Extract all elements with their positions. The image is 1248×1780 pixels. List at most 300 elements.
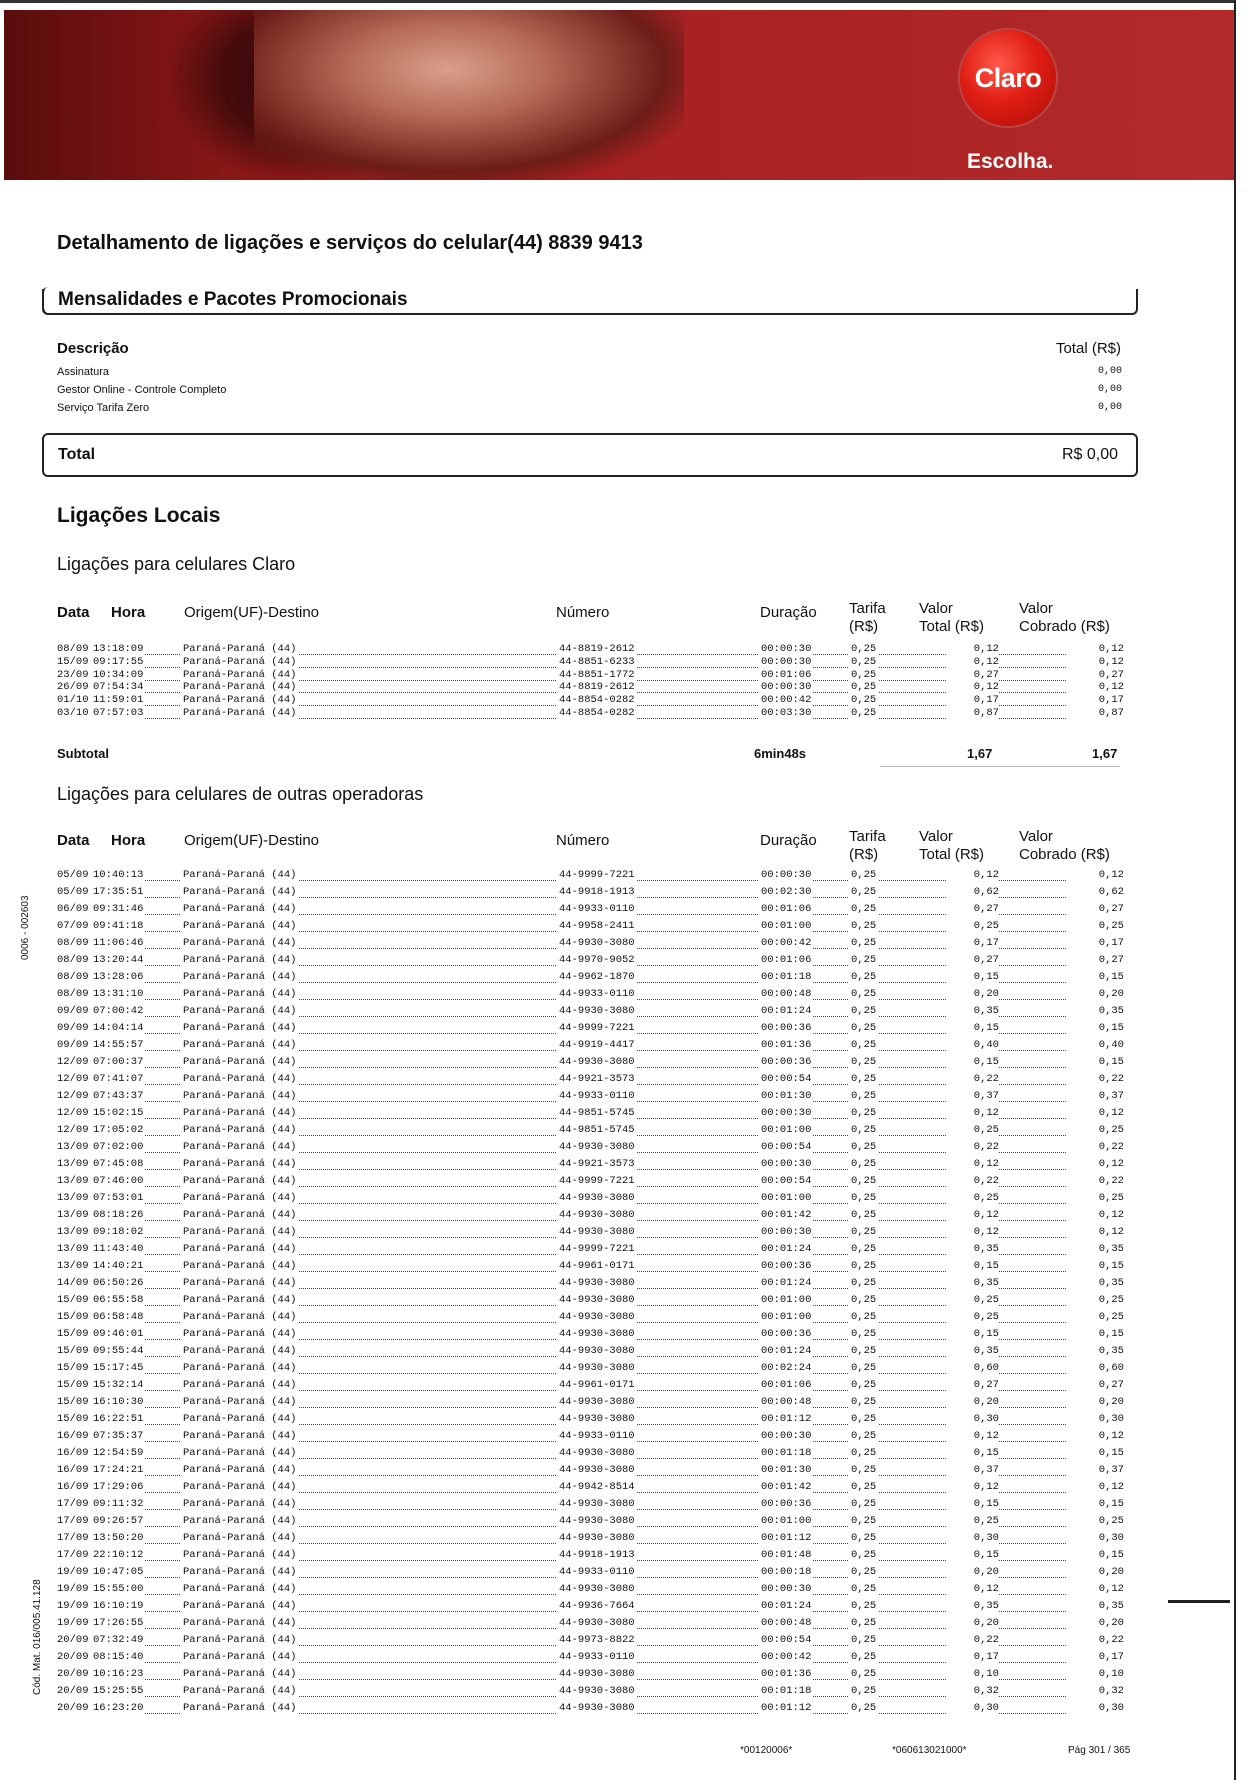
row-valor-total: 0,15 [947, 1498, 999, 1510]
row-origem: Paraná-Paraná (44) [183, 1498, 297, 1510]
row-hora: 09:17:55 [93, 655, 144, 668]
row-duracao: 00:00:48 [761, 1396, 812, 1408]
row-hora: 07:00:42 [93, 1005, 144, 1017]
row-duracao: 00:01:18 [761, 1685, 812, 1697]
table-row [57, 920, 1124, 937]
row-tarifa: 0,25 [851, 1107, 877, 1119]
row-origem: Paraná-Paraná (44) [183, 1685, 297, 1697]
row-tarifa: 0,25 [851, 1566, 877, 1578]
row-tarifa: 0,25 [851, 903, 877, 915]
table-row [57, 1345, 1124, 1362]
row-numero: 44-9930-3080 [559, 1362, 635, 1374]
row-date: 12/09 [57, 1090, 89, 1102]
row-date: 03/10 [57, 707, 89, 719]
row-numero: 44-9930-3080 [559, 1447, 635, 1459]
row-numero: 44-9919-4417 [559, 1039, 635, 1051]
row-hora: 09:11:32 [93, 1498, 144, 1510]
col-tarifa: Tarifa (R$) [849, 828, 886, 863]
row-origem: Paraná-Paraná (44) [183, 681, 297, 694]
row-numero: 44-9958-2411 [559, 920, 635, 932]
row-origem: Paraná-Paraná (44) [183, 1141, 297, 1153]
row-numero: 44-8854-0282 [559, 707, 635, 719]
row-numero: 44-8819-2612 [559, 643, 635, 655]
row-origem: Paraná-Paraná (44) [183, 1345, 297, 1357]
row-date: 17/09 [57, 1515, 89, 1527]
row-valor-total: 0,30 [947, 1532, 999, 1544]
row-valor-total: 0,87 [947, 707, 999, 719]
table-row [57, 1175, 1124, 1192]
row-hora: 16:22:51 [93, 1413, 144, 1425]
row-valor-total: 0,12 [947, 643, 999, 655]
row-valor-cobrado: 0,12 [1067, 1158, 1124, 1170]
row-valor-total: 0,15 [947, 1328, 999, 1340]
row-date: 16/09 [57, 1430, 89, 1442]
row-valor-total: 0,12 [947, 1583, 999, 1595]
row-tarifa: 0,25 [851, 1396, 877, 1408]
row-duracao: 00:00:30 [761, 1430, 812, 1442]
row-date: 13/09 [57, 1209, 89, 1221]
row-numero: 44-9936-7664 [559, 1600, 635, 1612]
row-date: 15/09 [57, 1379, 89, 1391]
row-tarifa: 0,25 [851, 1005, 877, 1017]
row-valor-cobrado: 0,15 [1067, 1447, 1124, 1459]
row-tarifa: 0,25 [851, 1226, 877, 1238]
row-numero: 44-9930-3080 [559, 1328, 635, 1340]
row-date: 13/09 [57, 1141, 89, 1153]
row-origem: Paraná-Paraná (44) [183, 1515, 297, 1527]
row-valor-total: 0,20 [947, 1566, 999, 1578]
row-valor-cobrado: 0,62 [1067, 886, 1124, 898]
row-date: 20/09 [57, 1634, 89, 1646]
row-origem: Paraná-Paraná (44) [183, 1294, 297, 1306]
row-numero: 44-9930-3080 [559, 1005, 635, 1017]
row-numero: 44-9970-9052 [559, 954, 635, 966]
table-row [57, 1243, 1124, 1260]
row-duracao: 00:01:06 [761, 903, 812, 915]
row-duracao: 00:00:30 [761, 1583, 812, 1595]
row-hora: 13:18:09 [93, 643, 144, 655]
table-row [57, 1668, 1124, 1685]
row-valor-total: 0,25 [947, 1294, 999, 1306]
row-tarifa: 0,25 [851, 1413, 877, 1425]
row-duracao: 00:00:36 [761, 1498, 812, 1510]
row-valor-cobrado: 0,15 [1067, 1549, 1124, 1561]
row-origem: Paraná-Paraná (44) [183, 1175, 297, 1187]
row-valor-cobrado: 0,27 [1067, 1379, 1124, 1391]
row-tarifa: 0,25 [851, 1498, 877, 1510]
row-date: 12/09 [57, 1056, 89, 1068]
row-valor-cobrado: 0,15 [1067, 1022, 1124, 1034]
row-tarifa: 0,25 [851, 668, 877, 681]
row-valor-total: 0,32 [947, 1685, 999, 1697]
row-valor-cobrado: 0,20 [1067, 988, 1124, 1000]
row-tarifa: 0,25 [851, 1243, 877, 1255]
table-row [57, 886, 1124, 903]
row-origem: Paraná-Paraná (44) [183, 954, 297, 966]
row-valor-cobrado: 0,12 [1067, 1583, 1124, 1595]
row-hora: 09:41:18 [93, 920, 144, 932]
row-valor-total: 0,12 [947, 656, 999, 668]
col-duracao: Duração [760, 832, 817, 849]
table-row [57, 1498, 1124, 1515]
row-valor-total: 0,12 [947, 1481, 999, 1493]
page-top-edge [0, 0, 1236, 3]
row-date: 08/09 [57, 643, 89, 655]
row-date: 20/09 [57, 1668, 89, 1680]
row-valor-cobrado: 0,27 [1067, 669, 1124, 681]
row-origem: Paraná-Paraná (44) [183, 643, 297, 655]
subtotal-cobrado: 1,67 [1092, 746, 1118, 761]
row-valor-cobrado: 0,12 [1067, 1226, 1124, 1238]
fee-label: Serviço Tarifa Zero [57, 402, 150, 414]
row-date: 16/09 [57, 1464, 89, 1476]
row-hora: 06:55:58 [93, 1294, 144, 1306]
row-origem: Paraná-Paraná (44) [183, 1073, 297, 1085]
row-origem: Paraná-Paraná (44) [183, 694, 297, 707]
table-row [57, 1430, 1124, 1447]
row-origem: Paraná-Paraná (44) [183, 886, 297, 898]
row-date: 13/09 [57, 1158, 89, 1170]
row-tarifa: 0,25 [851, 1583, 877, 1595]
row-valor-total: 0,12 [947, 681, 999, 693]
col-tarifa: Tarifa (R$) [849, 600, 886, 635]
row-origem: Paraná-Paraná (44) [183, 1549, 297, 1561]
row-duracao: 00:02:24 [761, 1362, 812, 1374]
footer-page: Pág 301 / 365 [1068, 1745, 1131, 1756]
row-numero: 44-9930-3080 [559, 1192, 635, 1204]
row-numero: 44-9933-0110 [559, 988, 635, 1000]
table-row [57, 1413, 1124, 1430]
row-duracao: 00:01:06 [761, 954, 812, 966]
row-duracao: 00:01:30 [761, 1090, 812, 1102]
col-numero: Número [556, 832, 610, 849]
row-duracao: 00:00:30 [761, 681, 812, 694]
row-date: 16/09 [57, 1481, 89, 1493]
row-hora: 10:47:05 [93, 1566, 144, 1578]
row-tarifa: 0,25 [851, 1158, 877, 1170]
row-numero: 44-9930-3080 [559, 937, 635, 949]
row-tarifa: 0,25 [851, 1464, 877, 1476]
row-valor-total: 0,25 [947, 1124, 999, 1136]
row-hora: 07:45:08 [93, 1158, 144, 1170]
row-date: 15/09 [57, 1362, 89, 1374]
row-valor-cobrado: 0,12 [1067, 681, 1124, 693]
row-origem: Paraná-Paraná (44) [183, 1328, 297, 1340]
row-date: 05/09 [57, 886, 89, 898]
row-hora: 15:02:15 [93, 1107, 144, 1119]
row-tarifa: 0,25 [851, 920, 877, 932]
row-hora: 13:50:20 [93, 1532, 144, 1544]
row-hora: 17:29:06 [93, 1481, 144, 1493]
row-valor-total: 0,37 [947, 1090, 999, 1102]
row-tarifa: 0,25 [851, 1175, 877, 1187]
row-origem: Paraná-Paraná (44) [183, 668, 297, 681]
row-hora: 22:10:12 [93, 1549, 144, 1561]
row-valor-cobrado: 0,12 [1067, 1209, 1124, 1221]
row-date: 15/09 [57, 1294, 89, 1306]
row-valor-cobrado: 0,25 [1067, 1192, 1124, 1204]
row-date: 01/10 [57, 694, 89, 707]
logo-text: Claro [974, 62, 1042, 93]
row-tarifa: 0,25 [851, 937, 877, 949]
row-duracao: 00:00:42 [761, 1651, 812, 1663]
row-valor-total: 0,12 [947, 1158, 999, 1170]
row-valor-total: 0,15 [947, 1022, 999, 1034]
table-row [57, 1362, 1124, 1379]
col-data: Data [57, 604, 90, 621]
row-tarifa: 0,25 [851, 971, 877, 983]
row-tarifa: 0,25 [851, 1192, 877, 1204]
row-hora: 17:35:51 [93, 886, 144, 898]
table-row [57, 1549, 1124, 1566]
row-duracao: 00:01:12 [761, 1413, 812, 1425]
row-hora: 16:23:20 [93, 1702, 144, 1714]
row-origem: Paraná-Paraná (44) [183, 1158, 297, 1170]
table-row [57, 1328, 1124, 1345]
row-valor-total: 0,27 [947, 669, 999, 681]
row-valor-cobrado: 0,12 [1067, 1430, 1124, 1442]
row-valor-total: 0,12 [947, 1209, 999, 1221]
row-hora: 07:54:34 [93, 681, 144, 694]
row-date: 19/09 [57, 1566, 89, 1578]
row-tarifa: 0,25 [851, 1430, 877, 1442]
row-date: 19/09 [57, 1600, 89, 1612]
row-origem: Paraná-Paraná (44) [183, 971, 297, 983]
row-duracao: 00:01:24 [761, 1277, 812, 1289]
row-tarifa: 0,25 [851, 655, 877, 668]
row-origem: Paraná-Paraná (44) [183, 1430, 297, 1442]
row-valor-cobrado: 0,25 [1067, 1311, 1124, 1323]
row-origem: Paraná-Paraná (44) [183, 655, 297, 668]
table-row [57, 1583, 1124, 1600]
header-banner [4, 10, 1234, 180]
row-date: 20/09 [57, 1651, 89, 1663]
row-date: 14/09 [57, 1277, 89, 1289]
row-date: 12/09 [57, 1073, 89, 1085]
row-valor-total: 0,17 [947, 694, 999, 706]
row-duracao: 00:00:54 [761, 1175, 812, 1187]
row-tarifa: 0,25 [851, 1328, 877, 1340]
row-numero: 44-8851-6233 [559, 655, 635, 668]
row-origem: Paraná-Paraná (44) [183, 707, 297, 719]
row-duracao: 00:01:00 [761, 1311, 812, 1323]
row-valor-total: 0,25 [947, 1311, 999, 1323]
row-valor-cobrado: 0,22 [1067, 1634, 1124, 1646]
row-valor-cobrado: 0,60 [1067, 1362, 1124, 1374]
row-valor-cobrado: 0,32 [1067, 1685, 1124, 1697]
row-date: 15/09 [57, 655, 89, 668]
row-duracao: 00:00:36 [761, 1328, 812, 1340]
row-duracao: 00:01:36 [761, 1039, 812, 1051]
table-row [57, 1005, 1124, 1022]
header-box-bracket [42, 287, 54, 313]
row-hora: 13:31:10 [93, 988, 144, 1000]
row-date: 12/09 [57, 1107, 89, 1119]
row-duracao: 00:01:42 [761, 1209, 812, 1221]
row-origem: Paraná-Paraná (44) [183, 1039, 297, 1051]
row-tarifa: 0,25 [851, 886, 877, 898]
row-hora: 14:55:57 [93, 1039, 144, 1051]
row-numero: 44-9930-3080 [559, 1345, 635, 1357]
row-valor-cobrado: 0,22 [1067, 1141, 1124, 1153]
table-row [57, 1039, 1124, 1056]
row-valor-cobrado: 0,15 [1067, 1260, 1124, 1272]
row-origem: Paraná-Paraná (44) [183, 903, 297, 915]
col-numero: Número [556, 604, 610, 621]
row-valor-total: 0,20 [947, 1396, 999, 1408]
table-row [57, 1107, 1124, 1124]
table-row [57, 1311, 1124, 1328]
row-hora: 07:02:00 [93, 1141, 144, 1153]
row-date: 09/09 [57, 1022, 89, 1034]
row-hora: 07:57:03 [93, 707, 144, 719]
row-date: 20/09 [57, 1685, 89, 1697]
row-date: 15/09 [57, 1396, 89, 1408]
table-row [57, 1617, 1124, 1634]
row-tarifa: 0,25 [851, 1532, 877, 1544]
row-numero: 44-9921-3573 [559, 1073, 635, 1085]
subtotal-duracao: 6min48s [754, 746, 807, 761]
row-valor-total: 0,10 [947, 1668, 999, 1680]
row-tarifa: 0,25 [851, 1549, 877, 1561]
row-tarifa: 0,25 [851, 1634, 877, 1646]
row-valor-total: 0,12 [947, 1430, 999, 1442]
row-valor-cobrado: 0,12 [1067, 1107, 1124, 1119]
row-valor-cobrado: 0,35 [1067, 1345, 1124, 1357]
row-origem: Paraná-Paraná (44) [183, 1022, 297, 1034]
row-date: 26/09 [57, 681, 89, 694]
row-valor-cobrado: 0,30 [1067, 1413, 1124, 1425]
side-code-bottom: Cód. Mat. 016/005.41.128 [32, 1579, 43, 1695]
row-origem: Paraná-Paraná (44) [183, 1396, 297, 1408]
row-duracao: 00:00:54 [761, 1141, 812, 1153]
row-numero: 44-9999-7221 [559, 869, 635, 881]
row-hora: 08:18:26 [93, 1209, 144, 1221]
row-valor-cobrado: 0,30 [1067, 1702, 1124, 1714]
row-date: 13/09 [57, 1243, 89, 1255]
row-tarifa: 0,25 [851, 694, 877, 707]
row-numero: 44-9930-3080 [559, 1515, 635, 1527]
row-duracao: 00:01:12 [761, 1532, 812, 1544]
row-numero: 44-9930-3080 [559, 1668, 635, 1680]
row-valor-total: 0,25 [947, 920, 999, 932]
row-duracao: 00:00:36 [761, 1260, 812, 1272]
row-valor-cobrado: 0,37 [1067, 1090, 1124, 1102]
row-hora: 15:17:45 [93, 1362, 144, 1374]
table-row [57, 988, 1124, 1005]
col-valor-cobrado: Valor Cobrado (R$) [1019, 828, 1110, 863]
row-numero: 44-9930-3080 [559, 1583, 635, 1595]
row-numero: 44-9930-3080 [559, 1226, 635, 1238]
row-valor-cobrado: 0,12 [1067, 656, 1124, 668]
row-date: 13/09 [57, 1260, 89, 1272]
row-hora: 07:41:07 [93, 1073, 144, 1085]
row-hora: 14:04:14 [93, 1022, 144, 1034]
row-valor-cobrado: 0,27 [1067, 954, 1124, 966]
row-valor-cobrado: 0,27 [1067, 903, 1124, 915]
row-duracao: 00:00:36 [761, 1022, 812, 1034]
row-valor-total: 0,15 [947, 1447, 999, 1459]
row-valor-cobrado: 0,30 [1067, 1532, 1124, 1544]
row-valor-total: 0,62 [947, 886, 999, 898]
row-duracao: 00:00:30 [761, 1226, 812, 1238]
row-tarifa: 0,25 [851, 1447, 877, 1459]
row-tarifa: 0,25 [851, 869, 877, 881]
row-valor-cobrado: 0,40 [1067, 1039, 1124, 1051]
subsection-outras: Ligações para celulares de outras operadoras [57, 784, 424, 804]
row-numero: 44-9930-3080 [559, 1277, 635, 1289]
row-tarifa: 0,25 [851, 1073, 877, 1085]
table-row [57, 1634, 1124, 1651]
row-tarifa: 0,25 [851, 1600, 877, 1612]
row-hora: 07:53:01 [93, 1192, 144, 1204]
row-tarifa: 0,25 [851, 1515, 877, 1527]
row-duracao: 00:01:00 [761, 1192, 812, 1204]
row-valor-total: 0,30 [947, 1413, 999, 1425]
fee-label: Gestor Online - Controle Completo [57, 384, 227, 396]
row-origem: Paraná-Paraná (44) [183, 1005, 297, 1017]
row-valor-total: 0,12 [947, 1107, 999, 1119]
table-row [57, 1481, 1124, 1498]
row-origem: Paraná-Paraná (44) [183, 1090, 297, 1102]
table-row [57, 1209, 1124, 1226]
table-row [57, 707, 1124, 724]
row-numero: 44-9930-3080 [559, 1464, 635, 1476]
brand-tagline: Escolha. [967, 150, 1054, 173]
row-hora: 12:54:59 [93, 1447, 144, 1459]
row-tarifa: 0,25 [851, 954, 877, 966]
row-origem: Paraná-Paraná (44) [183, 1311, 297, 1323]
row-date: 05/09 [57, 869, 89, 881]
row-valor-total: 0,35 [947, 1345, 999, 1357]
row-duracao: 00:01:24 [761, 1345, 812, 1357]
row-date: 08/09 [57, 937, 89, 949]
row-valor-cobrado: 0,17 [1067, 1651, 1124, 1663]
row-valor-total: 0,15 [947, 971, 999, 983]
row-tarifa: 0,25 [851, 1022, 877, 1034]
row-date: 17/09 [57, 1532, 89, 1544]
row-valor-cobrado: 0,17 [1067, 694, 1124, 706]
row-date: 20/09 [57, 1702, 89, 1714]
row-date: 09/09 [57, 1039, 89, 1051]
row-hora: 07:43:37 [93, 1090, 144, 1102]
row-origem: Paraná-Paraná (44) [183, 1634, 297, 1646]
row-numero: 44-9930-3080 [559, 1056, 635, 1068]
row-origem: Paraná-Paraná (44) [183, 1532, 297, 1544]
row-valor-total: 0,22 [947, 1634, 999, 1646]
row-numero: 44-9962-1870 [559, 971, 635, 983]
row-tarifa: 0,25 [851, 1141, 877, 1153]
row-valor-cobrado: 0,15 [1067, 971, 1124, 983]
row-origem: Paraná-Paraná (44) [183, 869, 297, 881]
row-valor-total: 0,22 [947, 1175, 999, 1187]
row-hora: 07:32:49 [93, 1634, 144, 1646]
subtotal-separator [880, 766, 1120, 767]
row-valor-cobrado: 0,22 [1067, 1175, 1124, 1187]
row-valor-cobrado: 0,12 [1067, 643, 1124, 655]
row-date: 17/09 [57, 1498, 89, 1510]
table-row [57, 971, 1124, 988]
row-duracao: 00:01:00 [761, 920, 812, 932]
row-numero: 44-9930-3080 [559, 1532, 635, 1544]
table-row [57, 903, 1124, 920]
row-origem: Paraná-Paraná (44) [183, 920, 297, 932]
row-hora: 09:31:46 [93, 903, 144, 915]
table-row [57, 1685, 1124, 1702]
table-row [57, 869, 1124, 886]
table-row [57, 954, 1124, 971]
row-valor-total: 0,35 [947, 1600, 999, 1612]
